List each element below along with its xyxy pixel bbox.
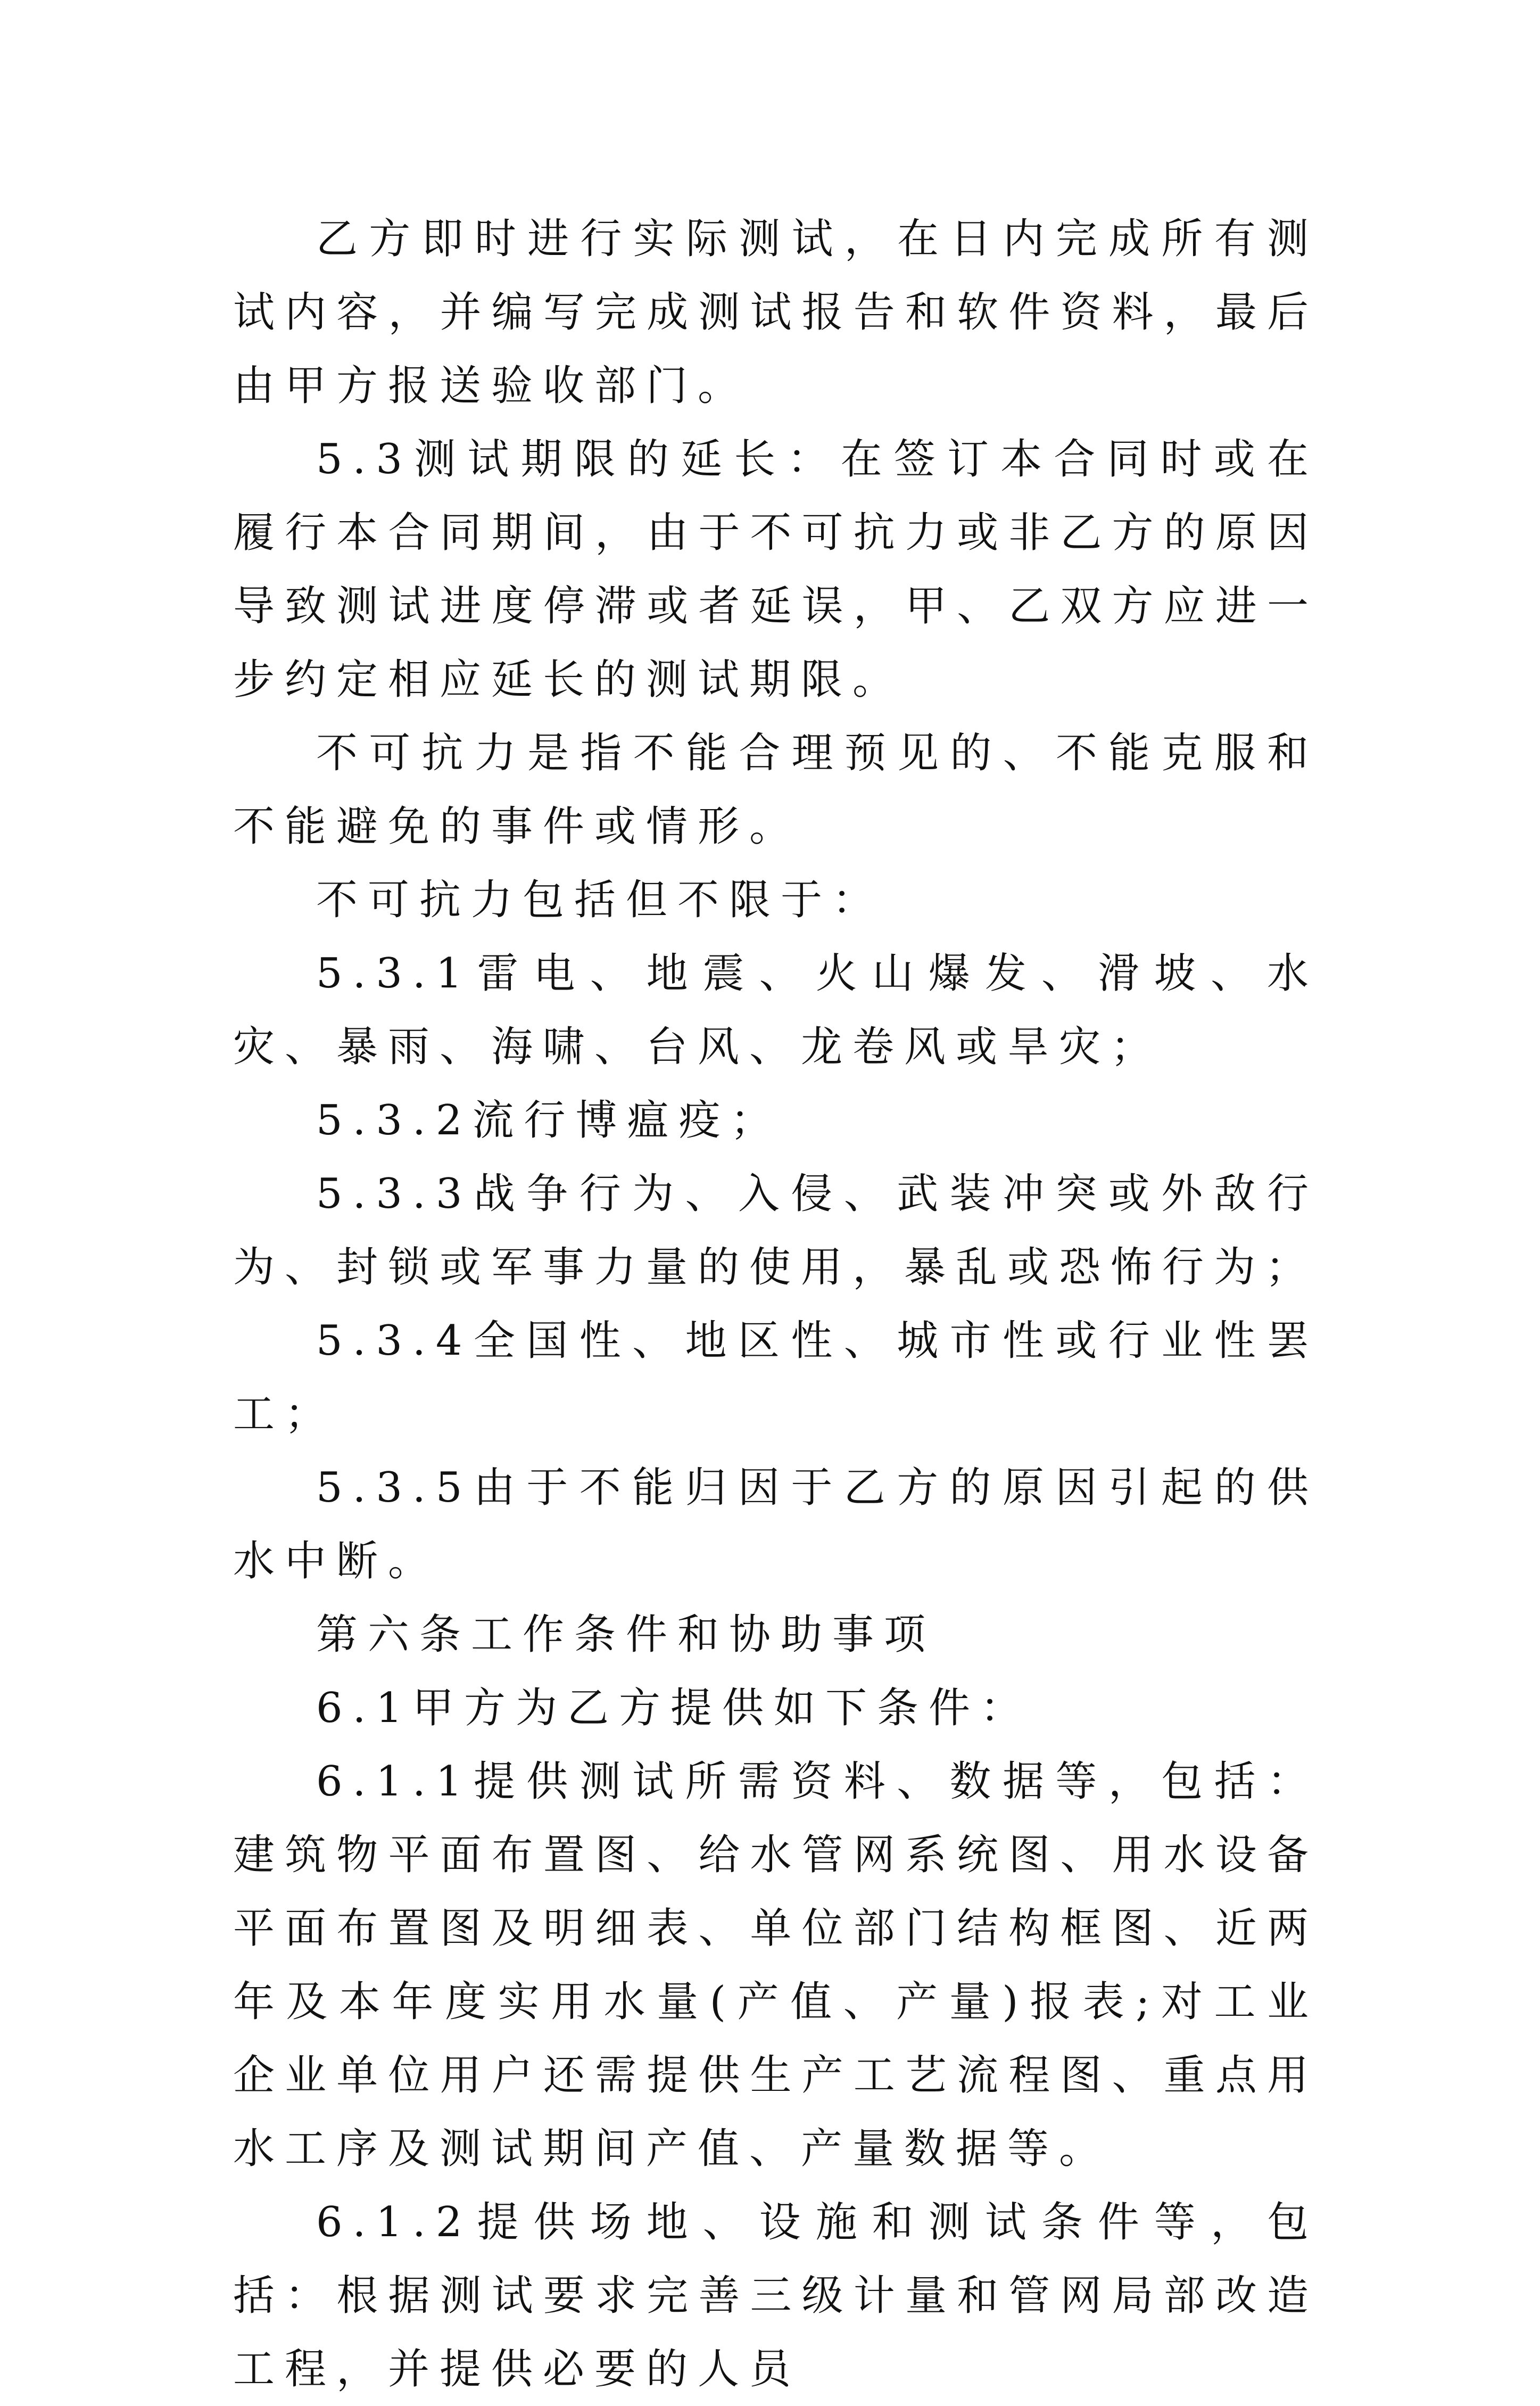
paragraph-6-1-1: 6.1.1提供测试所需资料、数据等，包括：建筑物平面布置图、给水管网系统图、用水设备平面布置图及明细表、单位部门结构框图、近两年及本年度实用水量(产值、产量)报表;对工业企业单位用户还需提供生产工艺流程图、重点用水工序及测试期间产值、产量数据等。 (233, 1758, 1319, 2173)
paragraph-5-3-2: 5.3.2流行博瘟疫； (316, 1097, 782, 1144)
paragraph-5-3-4: 5.3.4全国性、地区性、城市性或行业性罢工； (233, 1317, 1319, 1438)
paragraph-testing-completion: 乙方即时进行实际测试，在日内完成所有测试内容，并编写完成测试报告和软件资料，最后由甲方报送验收部门。 (233, 215, 1319, 410)
document-page (233, 202, 1319, 2406)
paragraph-force-majeure-includes: 不可抗力包括但不限于： (316, 876, 884, 924)
paragraph-6-1: 6.1甲方为乙方提供如下条件： (316, 1684, 1032, 1732)
paragraph-5-3-extension: 5.3测试期限的延长：在签订本合同时或在履行本合同期间，由于不可抗力或非乙方的原因导致测试进度停滞或者延误，甲、乙双方应进一步约定相应延长的测试期限。 (233, 435, 1319, 704)
paragraph-6-1-2: 6.1.2提供场地、设施和测试条件等，包括：根据测试要求完善三级计量和管网局部改造工程，并提供必要的人员 (233, 2198, 1319, 2393)
paragraph-5-3-3: 5.3.3战争行为、入侵、武装冲突或外敌行为、封锁或军事力量的使用，暴乱或恐怖行为； (233, 1170, 1319, 1291)
paragraph-force-majeure-definition: 不可抗力是指不能合理预见的、不能克服和不能避免的事件或情形。 (233, 729, 1319, 851)
article-6-heading: 第六条工作条件和协助事项 (316, 1611, 936, 1659)
paragraph-5-3-1: 5.3.1雷电、地震、火山爆发、滑坡、水灾、暴雨、海啸、台风、龙卷风或旱灾； (233, 950, 1319, 1071)
paragraph-5-3-5: 5.3.5由于不能归因于乙方的原因引起的供水中断。 (233, 1464, 1319, 1585)
